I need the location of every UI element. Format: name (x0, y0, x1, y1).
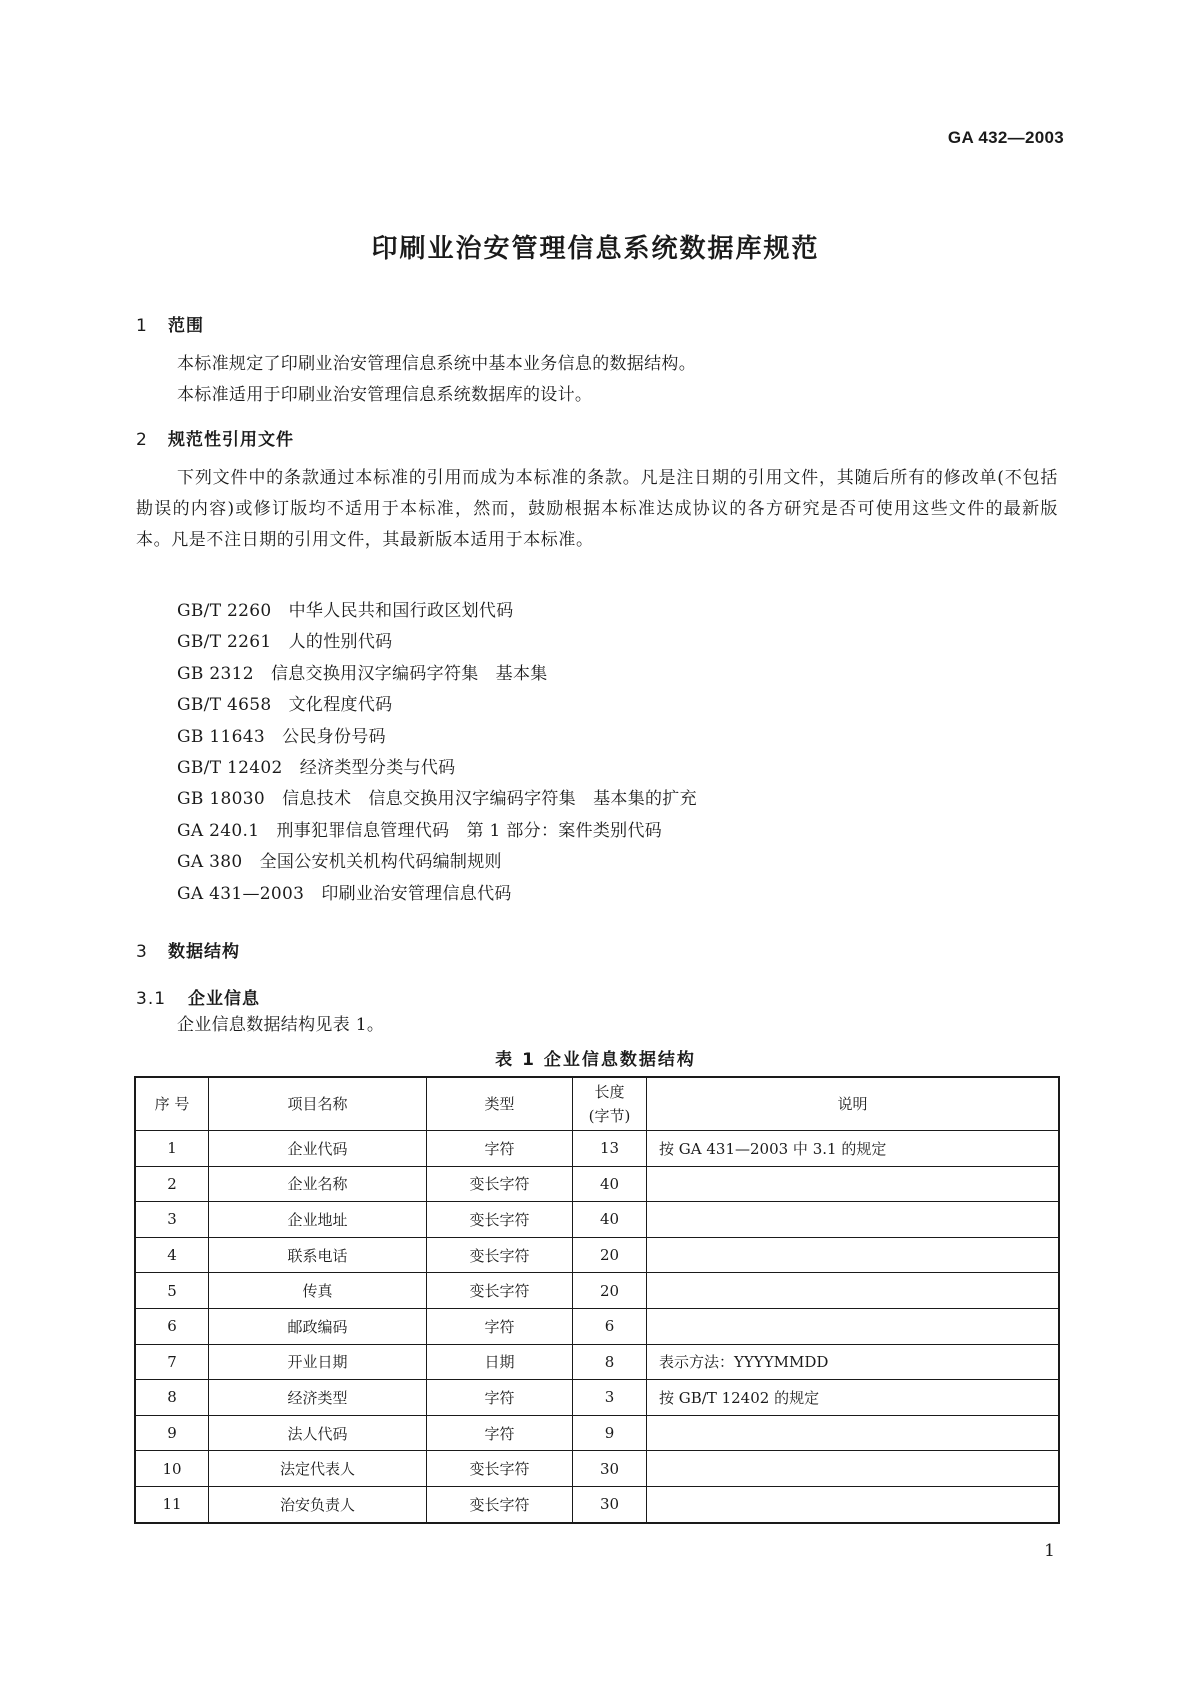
cell-seq: 3 (135, 1202, 209, 1238)
cell-type: 变长字符 (427, 1486, 573, 1522)
cell-name: 企业名称 (209, 1166, 427, 1202)
cell-type: 字符 (427, 1308, 573, 1344)
cell-note (647, 1451, 1060, 1487)
cell-length: 6 (573, 1308, 647, 1344)
reference-item: GA 431—2003 印刷业治安管理信息代码 (177, 883, 512, 904)
cell-length: 20 (573, 1237, 647, 1273)
cell-name: 传真 (209, 1273, 427, 1309)
table-row (135, 1237, 1059, 1273)
section-1-paragraph-2: 本标准适用于印刷业治安管理信息系统数据库的设计。 (177, 385, 593, 405)
cell-note: 按 GB/T 12402 的规定 (647, 1380, 1060, 1416)
cell-type: 变长字符 (427, 1202, 573, 1238)
cell-note (647, 1273, 1060, 1309)
table-row (135, 1131, 1059, 1167)
cell-length: 30 (573, 1451, 647, 1487)
section-3-heading (136, 937, 240, 962)
cell-name: 企业地址 (209, 1202, 427, 1238)
table-row (135, 1166, 1059, 1202)
cell-name: 企业代码 (209, 1131, 427, 1167)
document-title: 印刷业治安管理信息系统数据库规范 (371, 234, 820, 264)
section-number: 1 (136, 316, 148, 336)
cell-note (647, 1415, 1060, 1451)
cell-type: 变长字符 (427, 1451, 573, 1487)
table-row (135, 1202, 1059, 1238)
cell-note (647, 1237, 1060, 1273)
cell-seq: 8 (135, 1380, 209, 1416)
cell-note (647, 1486, 1060, 1522)
cell-type: 变长字符 (427, 1166, 573, 1202)
section-1-heading (136, 311, 204, 336)
cell-seq: 11 (135, 1486, 209, 1522)
cell-note (647, 1202, 1060, 1238)
cell-length: 30 (573, 1486, 647, 1522)
enterprise-info-table (134, 1076, 1060, 1524)
section-number: 3 (136, 942, 148, 962)
cell-name: 开业日期 (209, 1344, 427, 1380)
header-item-name: 项目名称 (209, 1077, 427, 1131)
table-row (135, 1415, 1059, 1451)
section-title: 规范性引用文件 (168, 430, 294, 450)
cell-note: 按 GA 431—2003 中 3.1 的规定 (647, 1131, 1060, 1167)
section-title: 企业信息 (188, 989, 260, 1009)
table-row (135, 1273, 1059, 1309)
reference-item: GA 380 全国公安机关机构代码编制规则 (177, 852, 502, 873)
header-type: 类型 (427, 1077, 573, 1131)
section-2-intro-paragraph: 下列文件中的条款通过本标准的引用而成为本标准的条款。凡是注日期的引用文件，其随后所有的修改单(不包括勘误的内容)或修订版均不适用于本标准，然而，鼓励根据本标准达成协议的各方研究是否可使用这些文件的最新版本。凡是不注日期的引用文件，其最新版本适用于本标准。 (136, 468, 1058, 550)
section-title: 范围 (168, 316, 204, 336)
standard-number: GA 432—2003 (947, 128, 1064, 147)
cell-type: 日期 (427, 1344, 573, 1380)
section-number: 3.1 (136, 989, 167, 1009)
reference-item: GB 18030 信息技术 信息交换用汉字编码字符集 基本集的扩充 (177, 789, 697, 810)
cell-seq: 5 (135, 1273, 209, 1309)
section-1-paragraph-1: 本标准规定了印刷业治安管理信息系统中基本业务信息的数据结构。 (177, 354, 696, 374)
table-row (135, 1344, 1059, 1380)
cell-note (647, 1308, 1060, 1344)
table-row (135, 1308, 1059, 1344)
table-row (135, 1486, 1059, 1522)
cell-name: 经济类型 (209, 1380, 427, 1416)
cell-type: 字符 (427, 1415, 573, 1451)
cell-note: 表示方法：YYYYMMDD (647, 1344, 1060, 1380)
cell-seq: 9 (135, 1415, 209, 1451)
section-3-1-paragraph: 企业信息数据结构见表 1。 (177, 1015, 385, 1035)
table-header-row (135, 1077, 1059, 1131)
section-title: 数据结构 (168, 942, 240, 962)
cell-seq: 6 (135, 1308, 209, 1344)
table-row (135, 1380, 1059, 1416)
normative-references-list (177, 596, 697, 910)
cell-seq: 7 (135, 1344, 209, 1380)
header-note: 说明 (647, 1077, 1060, 1131)
cell-type: 变长字符 (427, 1237, 573, 1273)
cell-name: 法人代码 (209, 1415, 427, 1451)
reference-item: GB 2312 信息交换用汉字编码字符集 基本集 (177, 663, 548, 684)
table-1-caption: 表 1 企业信息数据结构 (495, 1050, 696, 1070)
reference-item: GB 11643 公民身份号码 (177, 726, 386, 747)
reference-item: GB/T 2261 人的性别代码 (177, 632, 393, 653)
cell-length: 40 (573, 1166, 647, 1202)
cell-name: 治安负责人 (209, 1486, 427, 1522)
cell-seq: 10 (135, 1451, 209, 1487)
cell-seq: 2 (135, 1166, 209, 1202)
cell-name: 法定代表人 (209, 1451, 427, 1487)
section-3-1-heading (136, 984, 260, 1009)
reference-item: GB/T 12402 经济类型分类与代码 (177, 758, 456, 779)
cell-length: 13 (573, 1131, 647, 1167)
cell-length: 8 (573, 1344, 647, 1380)
cell-type: 字符 (427, 1380, 573, 1416)
cell-name: 联系电话 (209, 1237, 427, 1273)
cell-type: 字符 (427, 1131, 573, 1167)
cell-length: 40 (573, 1202, 647, 1238)
header-length (573, 1077, 647, 1131)
table-row (135, 1451, 1059, 1487)
cell-length: 9 (573, 1415, 647, 1451)
cell-note (647, 1166, 1060, 1202)
cell-seq: 4 (135, 1237, 209, 1273)
header-length-label: 长度 (594, 1083, 625, 1101)
cell-length: 3 (573, 1380, 647, 1416)
reference-item: GB/T 4658 文化程度代码 (177, 695, 393, 716)
cell-length: 20 (573, 1273, 647, 1309)
header-seq: 序 号 (135, 1077, 209, 1131)
page-number: 1 (1044, 1541, 1055, 1561)
section-number: 2 (136, 430, 148, 450)
cell-type: 变长字符 (427, 1273, 573, 1309)
reference-item: GA 240.1 刑事犯罪信息管理代码 第 1 部分：案件类别代码 (177, 820, 663, 841)
section-2-heading (136, 425, 294, 450)
reference-item: GB/T 2260 中华人民共和国行政区划代码 (177, 601, 514, 621)
header-length-unit: (字节) (588, 1107, 631, 1125)
cell-name: 邮政编码 (209, 1308, 427, 1344)
cell-seq: 1 (135, 1131, 209, 1167)
